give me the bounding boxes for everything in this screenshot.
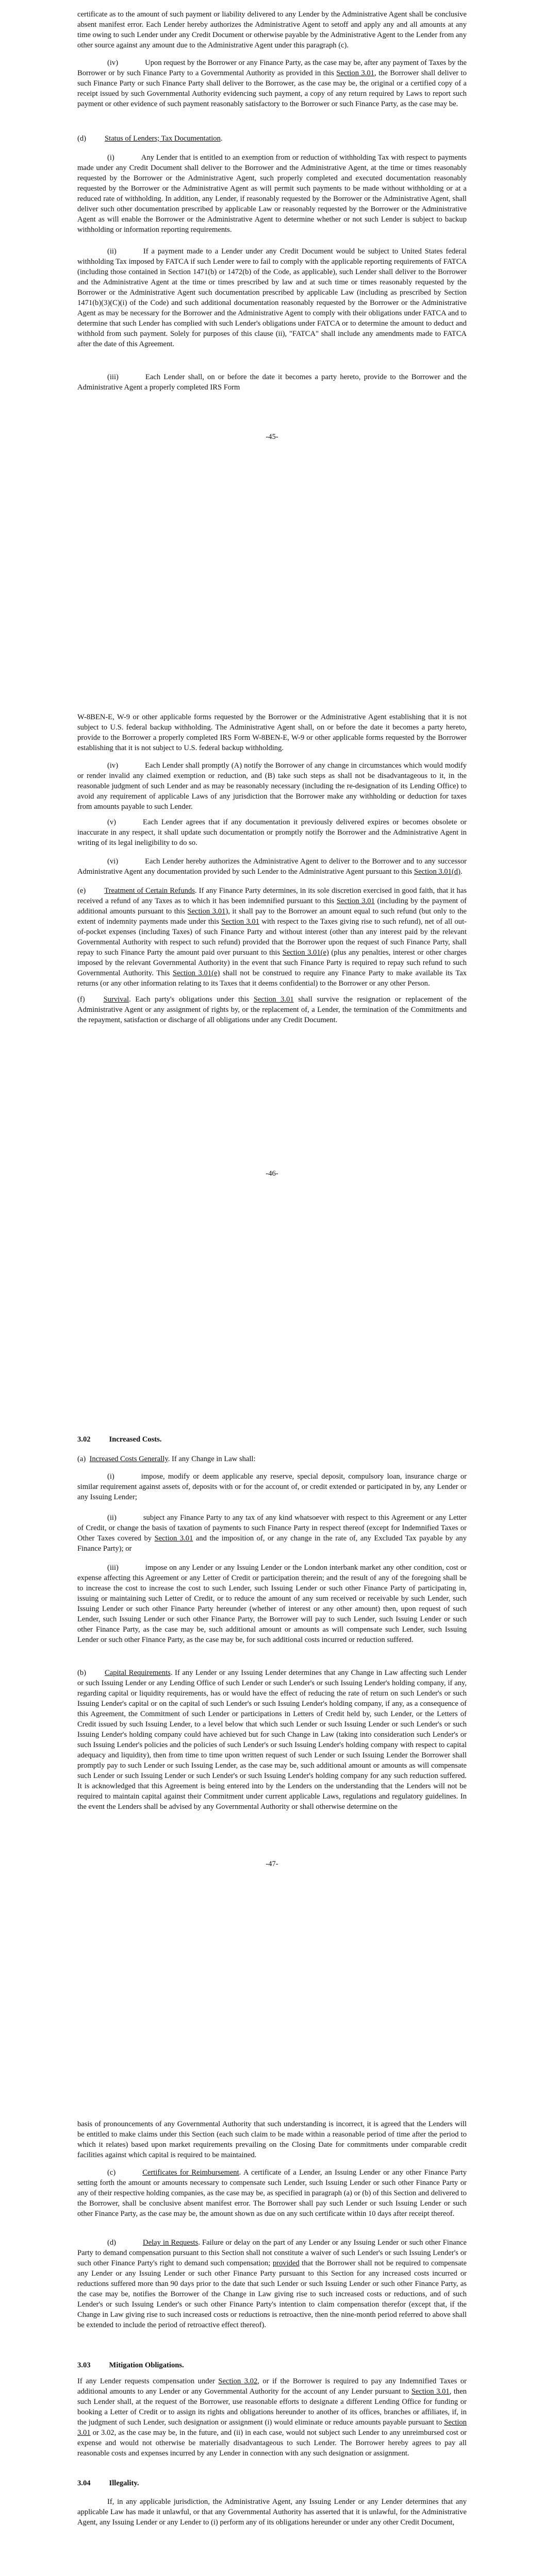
paragraph-3-02-b-continued: basis of pronouncements of any Governmental Authority that such understanding is incorrect, it is agreed that the Lenders will be entitled to make claims under this Section (each such claim to be made within a reasonable period of time after the period to which it relates) based upon market requirements prevailing on the Closing Date for commitments under comparable credit facilities against which capital is required to be maintained. bbox=[77, 2120, 467, 2159]
heading-title: Survival bbox=[103, 995, 129, 1004]
section-link[interactable]: Section 3.01 bbox=[154, 1534, 193, 1543]
paragraph-3-02-a-ii: (ii) subject any Finance Party to any tax of any kind whatsoever with respect to this Agreement or any Letter of Credit, or change the basis of taxation of payments to such Finance Party in respect thereof (except for Indemnified Taxes or Other Taxes covered by Section 3.01 and the imposition of, or any change in the rate of, any Excluded Tax payable by any Finance Party); or bbox=[77, 1514, 467, 1553]
page-number: -45- bbox=[266, 433, 278, 441]
clause-label: (v) bbox=[107, 818, 117, 826]
paragraph-3-02-a-iii: (iii) impose on any Lender or any Issuing Lender or the London interbank market any other condition, cost or expense affecting this Agreement or any Letter of Credit or participation therein; and the result of any of the foregoing shall be to increase the cost to increase the cost to such Lender, such Issuing Lender or such other Finance Party of participating in, issuing or maintaining such Letter of Credit, or to reduce the amount of any sum received or receivable by such Lender, such Issuing Lender or such other Finance Party hereunder (whether of interest or any other amount) then, upon request of such Lender, such Issuing Lender or such other Finance Party, the Borrower will pay to such Lender, such Issuing Lender or such other Finance Party, as the case may be, such additional amount or amounts as will compensate such Lender, such Issuing Lender or such other Finance Party, as the case may be, for such additional costs incurred or reduction suffered. bbox=[77, 1564, 467, 1644]
section-link[interactable]: Section 3.01 bbox=[336, 69, 374, 77]
section-3-02-heading: 3.02 Increased Costs. bbox=[77, 1435, 162, 1444]
page-45 bbox=[0, 0, 544, 703]
clause-label: (vi) bbox=[107, 857, 119, 866]
paragraph-3-01-d-vi: (vi) Each Lender hereby authorizes the Administrative Agent to deliver to the Borrower and to any successor Administrative Agent any documentation provided by such Lender to the Administrative Agent pursuant to this Section 3.01(d). bbox=[77, 857, 467, 876]
page-number: -46- bbox=[266, 1170, 278, 1178]
section-link[interactable]: Section 3.01(e) bbox=[173, 969, 220, 977]
clause-label: (i) bbox=[107, 1472, 114, 1481]
paragraph-3-01-d-iv: (iv) Each Lender shall promptly (A) notify the Borrower of any change in circumstances which would modify or render invalid any claimed exemption or reduction, and (B) take such steps as shall not be disadvantageous to it, in the reasonable judgment of such Lender and as may be reasonably necessary (including the re-designation of its Lending Office) to avoid any requirement of applicable Laws of any jurisdiction that the Borrower make any withholding or deduction for taxes from amounts payable to such Lender. bbox=[77, 761, 467, 811]
heading-title: Capital Requirements bbox=[105, 1669, 171, 1677]
page-47 bbox=[0, 1406, 544, 2110]
section-link[interactable]: Section 3.01(d) bbox=[414, 868, 460, 876]
clause-label: (iii) bbox=[107, 1564, 119, 1572]
section-3-03-heading: 3.03 Mitigation Obligations. bbox=[77, 2361, 184, 2369]
paragraph-3-01-d-iii-continued: W-8BEN-E, W-9 or other applicable forms requested by the Borrower or the Administrative Agent establishing that it is not subject to U.S. federal backup withholding. The Administrative Agent shall, on or before the date it becomes a party hereto, provide to the Borrower a properly completed IRS Form W-8BEN-E, W-9 or other applicable forms requested by the Borrower establishing that it is not subject to U.S. federal backup withholding. bbox=[77, 713, 467, 752]
heading-3-01-d: (d) Status of Lenders; Tax Documentation. bbox=[77, 134, 223, 143]
section-3-04-heading: 3.04 Illegality. bbox=[77, 2479, 139, 2487]
clause-label: (d) bbox=[107, 2239, 117, 2247]
paragraph-3-02-d: (d) Delay in Requests. Failure or delay on the part of any Lender or any Issuing Lender or such other Finance Party to demand compensation pursuant to this Section shall not constitute a waiver of such Lender's or such Issuing Lender's or such other Finance Party's right to demand such compensation; provided that the Borrower shall not be required to compensate any Lender or any Issuing Lender or such other Finance Party pursuant to this Section for any increased costs incurred or reductions suffered more than 90 days prior to the date that such Lender or such Issuing Lender or such other Finance Party, as the case may be, notifies the Borrower of the Change in Law giving rise to such increased costs or reductions, and of such Lender's or such Issuing Lender's or such other Finance Party's intention to claim compensation therefor (except that, if the Change in Law giving rise to such increased costs or reductions is retroactive, then the nine-month period referred to above shall be extended to include the period of retroactive effect thereof). bbox=[77, 2239, 467, 2329]
paragraph-3-01-f: (f) Survival. Each party's obligations under this Section 3.01 shall survive the resignation or replacement of the Administrative Agent or any assignment of rights by, or the replacement of, a Lender, the termination of the Commitments and the repayment, satisfaction or discharge of all obligations under any Credit Document. bbox=[77, 995, 467, 1024]
page-48 bbox=[0, 2110, 544, 2576]
section-link[interactable]: Section 3.01 bbox=[253, 995, 294, 1004]
clause-label: (i) bbox=[107, 154, 114, 162]
paragraph-3-01-e: (e) Treatment of Certain Refunds. If any Finance Party determines, in its sole discretion exercised in good faith, that it has received a refund of any Taxes as to which it has been indemnified pursuant to this Section 3.01 (including by the payment of additional amounts pursuant to this Section 3.01), it shall pay to the Borrower an amount equal to such refund (but only to the extent of indemnity payments made under this Section 3.01 with respect to the Taxes giving rise to such refund), net of all out-of-pocket expenses (including Taxes) of such Finance Party and without interest (other than any interest paid by the relevant Governmental Authority with respect to such refund) provided that the Borrower upon the request of such Finance Party, shall repay to such Finance Party the amount paid over pursuant to this Section 3.01(e) (plus any penalties, interest or other charges imposed by the relevant Governmental Authority) in the event that such Finance Party is required to repay such refund to such Governmental Authority. This Section 3.01(e) shall not be construed to require any Finance Party to make available its Tax returns (or any other information relating to its Taxes that it deems confidential) to the Borrower or any other Person. bbox=[77, 887, 467, 988]
paragraph-3-03: If any Lender requests compensation under Section 3.02, or if the Borrower is required to pay any Indemnified Taxes or additional amounts to any Lender or any Governmental Authority for the account of any Lender pursuant to Section 3.01, then such Lender shall, at the request of the Borrower, use reasonable efforts to designate a different Lending Office for funding or booking a Letter of Credit or to assign its rights and obligations hereunder to another of its offices, branches or affiliates, if, in the judgment of such Lender, such designation or assignment (i) would eliminate or reduce amounts payable pursuant to Section 3.01 or 3.02, as the case may be, in the future, and (ii) in each case, would not subject such Lender to any unreimbursed cost or expense and would not otherwise be materially disadvantageous to such Lender. The Borrower hereby agrees to pay all reasonable costs and expenses incurred by any Lender in connection with any such designation or assignment. bbox=[77, 2377, 467, 2458]
clause-label: (c) bbox=[107, 2168, 116, 2177]
section-link[interactable]: Section 3.01 bbox=[77, 2418, 467, 2437]
clause-label: (iv) bbox=[107, 59, 119, 67]
section-link[interactable]: Section 3.01 bbox=[221, 918, 259, 926]
clause-label: (f) bbox=[77, 995, 85, 1004]
paragraph-3-01-d-iii: (iii) Each Lender shall, on or before the date it becomes a party hereto, provide to the Borrower and the Administrative Agent a properly completed IRS Form bbox=[77, 373, 467, 392]
page-number: -47- bbox=[266, 1860, 278, 1868]
clause-label: (iii) bbox=[107, 373, 119, 381]
clause-label: (a) bbox=[77, 1455, 86, 1463]
heading-title: Status of Lenders; Tax Documentation bbox=[105, 134, 221, 143]
clause-label: (e) bbox=[77, 887, 86, 895]
section-link[interactable]: Section 3.01(e) bbox=[282, 948, 329, 957]
clause-label: (ii) bbox=[107, 247, 117, 256]
section-link[interactable]: Section 3.02 bbox=[218, 2377, 258, 2385]
paragraph-3-01-d-i: (i) Any Lender that is entitled to an exemption from or reduction of withholding Tax with respect to payments made under any Credit Document shall deliver to the Borrower and the Administrative Agent, at the time or times reasonably requested by the Borrower or the Administrative Agent, such properly completed and executed documentation reasonably requested by the Borrower or the Administrative Agent as will permit such payments to be made without withholding or at a reduced rate of withholding. In addition, any Lender, if reasonably requested by the Borrower or the Administrative Agent, shall deliver such other documentation prescribed by applicable Law or reasonably requested by the Borrower or the Administrative Agent as will enable the Borrower or the Administrative Agent to determine whether or not such Lender is subject to backup withholding or information reporting requirements. bbox=[77, 154, 467, 234]
heading-title: Certificates for Reimbursement bbox=[142, 2168, 239, 2177]
paragraph-3-02-a-i: (i) impose, modify or deem applicable any reserve, special deposit, compulsory loan, insurance charge or similar requirement against assets of, deposits with or for the account of, or credit extended or participated in by, any Lender or any Issuing Lender; bbox=[77, 1472, 467, 1501]
paragraph-3-01-d-ii: (ii) If a payment made to a Lender under any Credit Document would be subject to United States federal withholding Tax imposed by FATCA if such Lender were to fail to comply with the applicable reporting requirements of FATCA (including those contained in Section 1471(b) or 1472(b) of the Code, as applicable), such Lender shall deliver to the Borrower and the Administrative Agent at the time or times prescribed by law and at such time or times reasonably requested by the Borrower or the Administrative Agent such documentation prescribed by applicable Law (including as prescribed by Section 1471(b)(3)(C)(i) of the Code) and such additional documentation reasonably requested by the Borrower or the Administrative Agent as may be necessary for the Borrower and the Administrative Agent to comply with their obligations under FATCA and to determine that such Lender has complied with such Lender's obligations under FATCA or to determine the amount to deduct and withhold from such payment. Solely for purposes of this clause (ii), "FATCA" shall include any amendments made to FATCA after the date of this Agreement. bbox=[77, 247, 467, 348]
heading-title: Treatment of Certain Refunds bbox=[104, 887, 195, 895]
paragraph-3-02-a: (a) Increased Costs Generally. If any Change in Law shall: bbox=[77, 1455, 256, 1463]
section-link[interactable]: Section 3.01 bbox=[336, 897, 375, 905]
heading-title: Delay in Requests bbox=[143, 2239, 199, 2247]
paragraph-3-02-c: (c) Certificates for Reimbursement. A certificate of a Lender, an Issuing Lender or any other Finance Party setting forth the amount or amounts necessary to compensate such Lender, such Issuing Lender or such other Finance Party or any of their respective holding companies, as the case may be, as specified in paragraph (a) or (b) of this Section and delivered to the Borrower, shall be conclusive absent manifest error. The Borrower shall pay such Lender or such Issuing Lender or such other Finance Party, as the case may be, the amount shown as due on any such certificate within 10 days after receipt thereof. bbox=[77, 2168, 467, 2218]
page-46 bbox=[0, 703, 544, 1406]
heading-title: Increased Costs Generally bbox=[89, 1455, 168, 1463]
paragraph-3-01-c-iv: (iv) Upon request by the Borrower or any Finance Party, as the case may be, after any payment of Taxes by the Borrower or by such Finance Party to a Governmental Authority as provided in this Section 3.01, the Borrower shall deliver to such Finance Party or such Finance Party shall deliver to the Borrower, as the case may be, the original or a certified copy of a receipt issued by such Governmental Authority evidencing such payment, a copy of any return required by Laws to report such payment or other evidence of such payment reasonably satisfactory to the Borrower or such Finance Party, as the case may be. bbox=[77, 59, 467, 108]
paragraph-3-01-d-v: (v) Each Lender agrees that if any documentation it previously delivered expires or becomes obsolete or inaccurate in any respect, it shall update such documentation or promptly notify the Borrower and the Administrative Agent in writing of its legal ineligibility to do so. bbox=[77, 818, 467, 847]
section-link[interactable]: Section 3.01 bbox=[187, 907, 226, 916]
clause-label: (ii) bbox=[107, 1514, 117, 1522]
paragraph-3-02-b: (b) Capital Requirements. If any Lender or any Issuing Lender determines that any Change in Law affecting such Lender or such Issuing Lender or any Lending Office of such Lender or such Lender's or such Issuing Lender's holding company, if any, regarding capital or liquidity requirements, has or would have the effect of reducing the rate of return on such Lender's or such Issuing Lender's capital or on the capital of such Lender's or such Issuing Lender's holding company, if any, as a consequence of this Agreement, the Commitment of such Lender or participations in Letters of Credit held by, such Lender, or the Letters of Credit issued by such Issuing Lender, to a level below that which such Lender or such Issuing Lender or such Lender's or such Issuing Lender's holding company could have achieved but for such Change in Law (taking into consideration such Lender's or such Issuing Lender's policies and the policies of such Lender's or such Issuing Lender's holding company with respect to capital adequacy and liquidity), then from time to time upon written request of such Lender or such Issuing Lender the Borrower shall promptly pay to such Lender or such Issuing Lender, as the case may be, such additional amount or amounts as will compensate such Lender or such Issuing Lender or such Lender's or such Issuing Lender's holding company for any such reduction suffered. It is acknowledged that this Agreement is being entered into by the Lenders on the understanding that the Lenders will not be required to maintain capital against their Commitment under current applicable Laws, regulations and regulatory guidelines. In the event the Lenders shall be advised by any Governmental Authority or shall otherwise determine on the bbox=[77, 1669, 467, 1811]
paragraph-3-04: If, in any applicable jurisdiction, the Administrative Agent, any Issuing Lender or any Lender determines that any applicable Law has made it unlawful, or that any Governmental Authority has asserted that it is unlawful, for the Administrative Agent, any Issuing Lender or any Lender to (i) perform any of its obligations hereunder or under any other Credit Document, bbox=[77, 2498, 467, 2527]
clause-label: (iv) bbox=[107, 761, 119, 770]
paragraph-3-01-c-continued: certificate as to the amount of such payment or liability delivered to any Lender by the Administrative Agent shall be conclusive absent manifest error. Each Lender hereby authorizes the Administrative Agent to setoff and apply any and all amounts at any time owing to such Lender under any Credit Document or otherwise payable by the Administrative Agent to the Lender from any other source against any amount due to the Administrative Agent under this paragraph (c). bbox=[77, 10, 467, 49]
section-link[interactable]: Section 3.01 bbox=[411, 2387, 450, 2396]
clause-label: (b) bbox=[77, 1669, 87, 1677]
